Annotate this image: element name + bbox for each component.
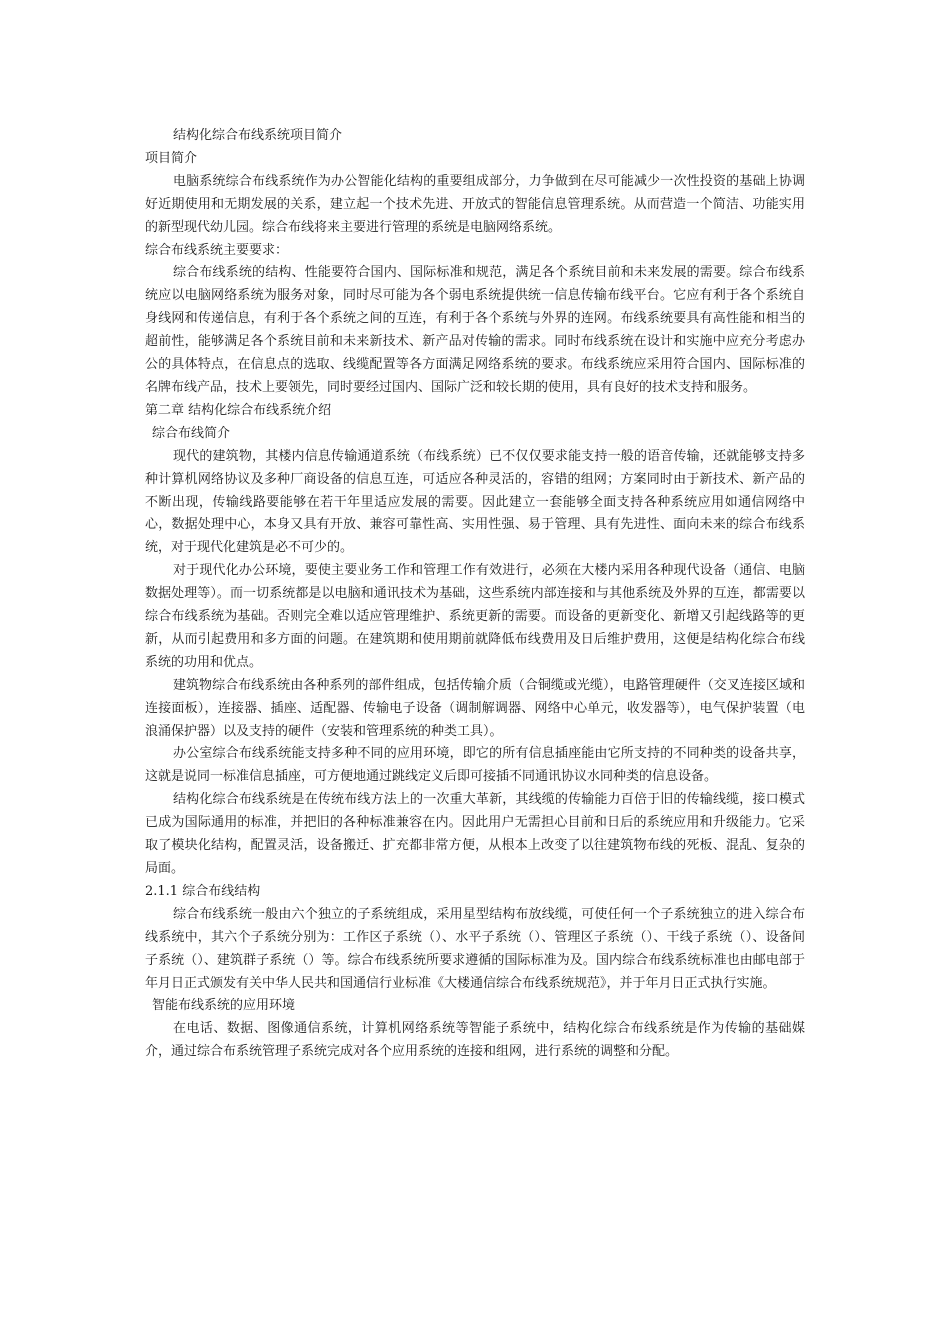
section-heading-application-environment: 智能布线系统的应用环境 (152, 998, 296, 1014)
section-heading-main-requirements: 综合布线系统主要要求： (145, 242, 289, 258)
document-page (145, 125, 805, 1064)
paragraph-cabling-intro-2: 对于现代化办公环境，要使主要业务工作和管理工作有效进行，必须在大楼内采用各种现代设备（通信、电脑数据处理等）。而一切系统都是以电脑和通讯技术为基础，这些系统内部连接和与其他系统及外界的互连，都需要以综合布线系统为基础。否则完全难以适应管理维护、系统更新的需要。而设备的更新变化、新增又引起线路等的更新，从而引起费用和多方面的问题。在建筑期和使用期前就降低布线费用及日后维护费用，这便是结构化综合布线系统的功用和优点。 (145, 563, 805, 670)
paragraph-cabling-intro-1: 现代的建筑物，其楼内信息传输通道系统（布线系统）已不仅仅要求能支持一般的语音传输，还就能够支持多种计算机网络协议及多种厂商设备的信息互连，可适应各种灵活的，容错的组网；方案同时由于新技术、新产品的不断出现，传输线路要能够在若干年里适应发展的需要。因此建立一套能够全面支持各种系统应用如通信网络中心，数据处理中心，本身又具有开放、兼容可靠性高、实用性强、易于管理、具有先进性、面向未来的综合布线系统，对于现代化建筑是必不可少的。 (145, 448, 805, 556)
chapter-heading-2: 第二章 结构化综合布线系统介绍 (145, 402, 332, 418)
paragraph-cabling-intro-5: 结构化综合布线系统是在传统布线方法上的一次重大革新，其线缆的传输能力百倍于旧的传输线缆，接口模式已成为国际通用的标准，并把旧的各种标准兼容在内。因此用户无需担心目前和日后的系统应用和升级能力。它采取了模块化结构，配置灵活，设备搬迁、扩充都非常方便，从根本上改变了以往建筑物布线的死板、混乱、复杂的局面。 (145, 792, 805, 876)
paragraph-cabling-intro-4: 办公室综合布线系统能支持多种不同的应用环境，即它的所有信息插座能由它所支持的不同种类的设备共享，这就是说同一标准信息插座，可方便地通过跳线定义后即可接插不同通讯协议水同种类的信息设备。 (145, 746, 805, 785)
paragraph-project-intro: 电脑系统综合布线系统作为办公智能化结构的重要组成部分，力争做到在尽可能减少一次性投资的基础上协调好近期使用和无期发展的关系，建立起一个技术先进、开放式的智能信息管理系统。从而营造一个简洁、功能实用的新型现代幼儿园。综合布线将来主要进行管理的系统是电脑网络系统。 (145, 173, 805, 235)
paragraph-cabling-structure: 综合布线系统一般由六个独立的子系统组成，采用星型结构布放线缆，可使任何一个子系统独立的进入综合布线系统中，其六个子系统分别为：工作区子系统（）、水平子系统（）、管理区子系统（）、干线子系统（）、设备间子系统（）、建筑群子系统（）等。综合布线系统所要求遵循的国际标准为及。国内综合布线系统标准也由邮电部于年月日正式颁发有关中华人民共和国通信行业标准《大楼通信综合布线系统规范》，并于年月日正式执行实施。 (145, 906, 805, 991)
section-heading-cabling-intro: 综合布线简介 (152, 425, 231, 441)
paragraph-cabling-intro-3: 建筑物综合布线系统由各种系列的部件组成，包括传输介质（合铜缆或光缆），电路管理硬件（交叉连接区域和连接面板），连接器、插座、适配器、传输电子设备（调制解调器、网络中心单元，收发器等），电气保护装置（电浪涌保护器）以及支持的硬件（安装和管理系统的种类工具）。 (145, 677, 805, 739)
section-heading-cabling-structure: 2.1.1 综合布线结构 (145, 883, 261, 899)
section-heading-project-intro: 项目简介 (145, 150, 198, 166)
paragraph-application-environment: 在电话、数据、图像通信系统，计算机网络系统等智能子系统中，结构化综合布线系统是作为传输的基础媒介，通过综合布系统管理子系统完成对各个应用系统的连接和组网，进行系统的调整和分配。 (145, 1021, 805, 1060)
document-title: 结构化综合布线系统项目简介 (173, 128, 343, 143)
paragraph-main-requirements: 综合布线系统的结构、性能要符合国内、国际标准和规范，满足各个系统目前和未来发展的需要。综合布线系统应以电脑网络系统为服务对象，同时尽可能为各个弱电系统提供统一信息传输布线平台。它应有利于各个系统自身线网和传递信息，有利于各个系统之间的互连，有利于各个系统与外界的连网。布线系统要具有高性能和相当的超前性，能够满足各个系统目前和未来新技术、新产品对传输的需求。同时布线系统在设计和实施中应充分考虑办公的具体特点，在信息点的选取、线缆配置等各方面满足网络系统的要求。布线系统应采用符合国内、国际标准的名牌布线产品，技术上要领先，同时要经过国内、国际广泛和较长期的使用，具有良好的技术支持和服务。 (145, 265, 805, 395)
